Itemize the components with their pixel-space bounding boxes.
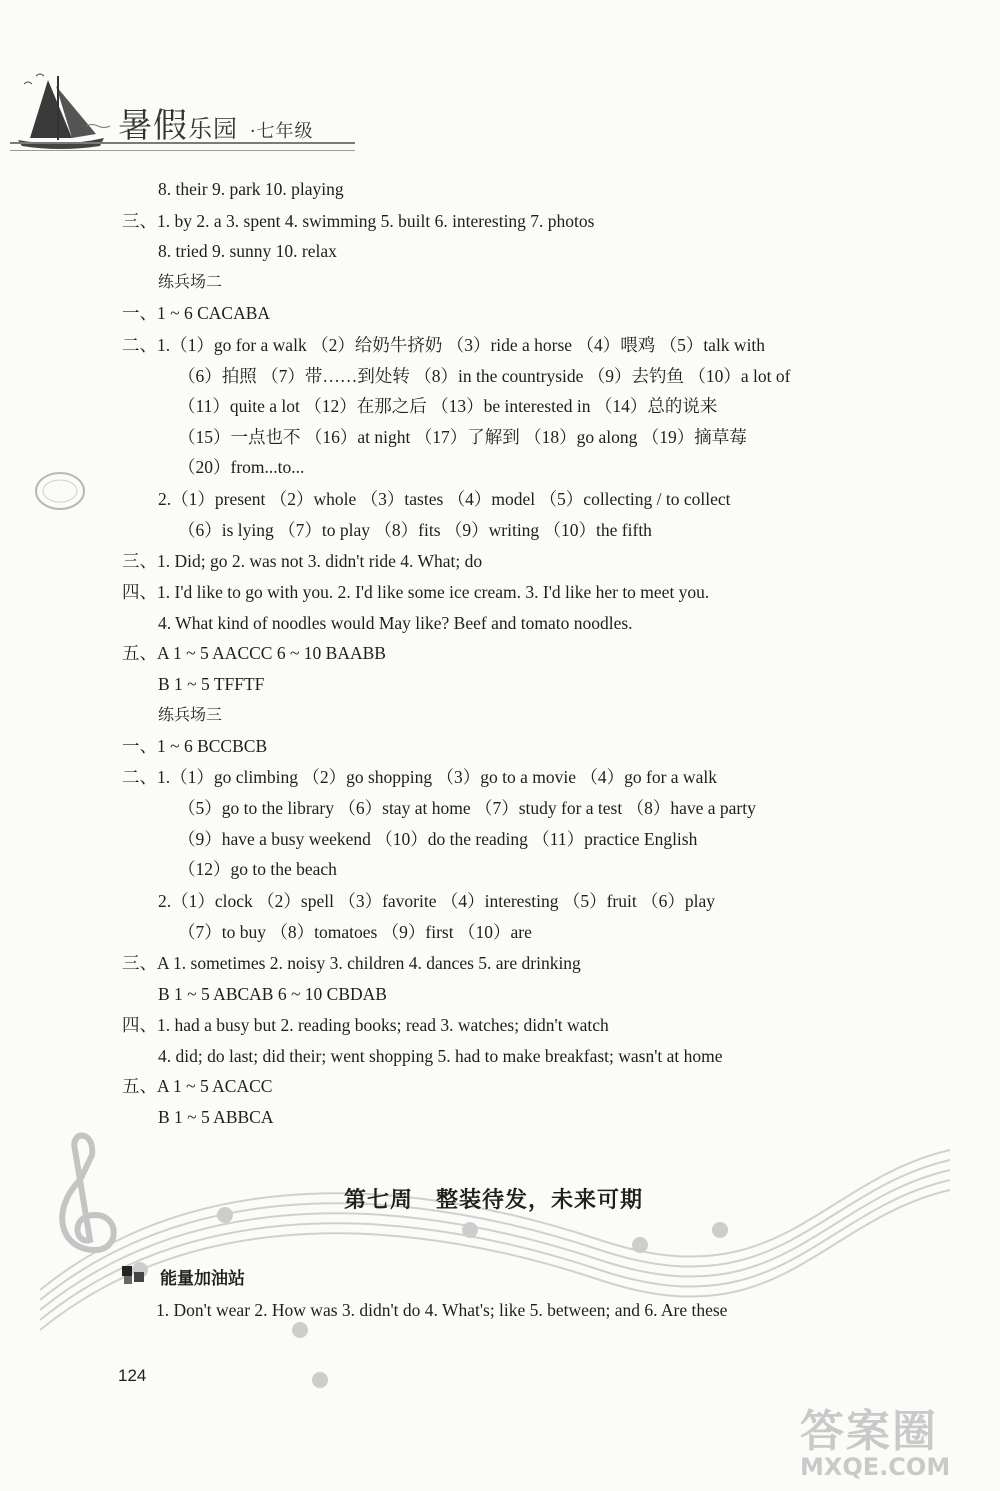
week-title: 第七周 整装待发，未来可期 — [344, 1188, 644, 1213]
answer-line: 4. did; do last; did their; went shopping 5. had to make breakfast; wasn't at home — [158, 1046, 723, 1066]
answer-line: （6）拍照 （7）带……到处转 （8）in the countryside （9）去钓鱼 （10）a lot of — [178, 366, 791, 386]
page-header — [0, 0, 1000, 160]
answer-line: （5）go to the library （6）stay at home （7）study for a test （8）have a party — [178, 798, 756, 818]
answer-line: 五、A 1 ~ 5 ACACC — [122, 1076, 273, 1096]
answer-line: 四、1. I'd like to go with you. 2. I'd like some ice cream. 3. I'd like her to meet you. — [122, 582, 710, 602]
answer-line: B 1 ~ 5 TFFTF — [158, 674, 265, 694]
answer-line: B 1 ~ 5 ABCAB 6 ~ 10 CBDAB — [158, 984, 387, 1004]
puzzle-icon — [118, 1262, 154, 1288]
answer-line: （12）go to the beach — [178, 859, 337, 879]
answer-line: 三、1. Did; go 2. was not 3. didn't ride 4. What; do — [122, 551, 483, 571]
header-rule — [10, 142, 355, 144]
answer-line: 8. tried 9. sunny 10. relax — [158, 241, 337, 261]
answer-line: 三、A 1. sometimes 2. noisy 3. children 4. dances 5. are drinking — [122, 953, 581, 973]
answer-line: 二、1.（1）go for a walk （2）给奶牛挤奶 （3）ride a horse （4）喂鸡 （5）talk with — [122, 335, 766, 355]
answer-line: 一、1 ~ 6 BCCBCB — [122, 736, 268, 756]
page-number: 124 — [118, 1366, 147, 1385]
answer-line: 二、1.（1）go climbing （2）go shopping （3）go to a movie （4）go for a walk — [122, 767, 717, 787]
answer-line: （20）from...to... — [178, 457, 305, 477]
answer-line: 8. their 9. park 10. playing — [158, 179, 344, 199]
energy-station-title: 能量加油站 — [160, 1269, 245, 1289]
answer-line: 四、1. had a busy but 2. reading books; read 3. watches; didn't watch — [122, 1015, 609, 1035]
series-title: 暑假乐园 ·七年级 — [118, 106, 314, 146]
answer-line: 2.（1）clock （2）spell （3）favorite （4）interesting （5）fruit （6）play — [158, 891, 715, 911]
answer-line: （11）quite a lot （12）在那之后 （13）be interested in （14）总的说来 — [178, 396, 718, 416]
answer-line: （15）一点也不 （16）at night （17）了解到 （18）go along （19）摘草莓 — [178, 427, 747, 447]
answer-line: 1. Don't wear 2. How was 3. didn't do 4. What's; like 5. between; and 6. Are these — [156, 1300, 728, 1320]
stamp-icon — [30, 465, 90, 520]
section-heading: 练兵场三 — [158, 705, 223, 724]
answer-line: （7）to buy （8）tomatoes （9）first （10）are — [178, 922, 532, 942]
watermark-logo: 答案圈 MXQE.COM — [800, 1406, 951, 1481]
answer-line: 2.（1）present （2）whole （3）tastes （4）model （5）collecting / to collect — [158, 489, 731, 509]
answer-line: 4. What kind of noodles would May like? Beef and tomato noodles. — [158, 613, 633, 633]
answer-line: （9）have a busy weekend （10）do the reading （11）practice English — [178, 829, 698, 849]
answer-line: B 1 ~ 5 ABBCA — [158, 1107, 274, 1127]
header-rule — [10, 150, 355, 151]
answer-line: （6）is lying （7）to play （8）fits （9）writing （10）the fifth — [178, 520, 652, 540]
answer-line: 三、1. by 2. a 3. spent 4. swimming 5. built 6. interesting 7. photos — [122, 211, 595, 231]
answer-line: 五、A 1 ~ 5 AACCC 6 ~ 10 BAABB — [122, 643, 386, 663]
answer-line: 一、1 ~ 6 CACABA — [122, 303, 271, 323]
section-heading: 练兵场二 — [158, 272, 223, 291]
